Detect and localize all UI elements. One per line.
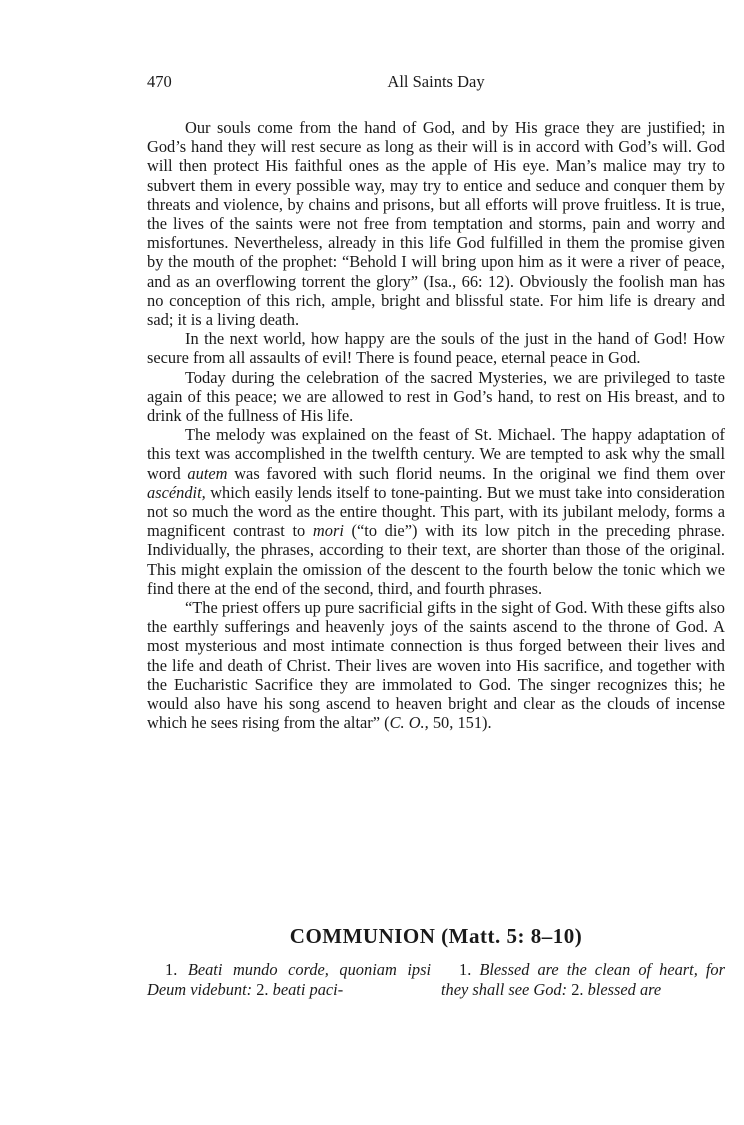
text-run: 1. <box>165 960 188 979</box>
text-run: (“to die”) with its low pitch in the preceding phrase. Individually, the phrases, according to their text, are shorter than those of the original. This might explain the omission of the descent to the fourth below the tonic which we find there at the end of the second, third, and fourth phrases. <box>147 521 725 598</box>
latin-column <box>147 960 431 1000</box>
paragraph <box>147 368 725 426</box>
italic-run: mori <box>312 521 344 541</box>
text-run: The melody was explained on the feast of St. Michael. The happy adaptation of this text was accomplished in the twelfth century. We are tempted to ask why the small word <box>147 425 725 483</box>
italic-run: beati paci- <box>272 980 344 999</box>
text-run: Today during the celebration of the sacred Mysteries, we are privileged to taste again of this peace; we are allowed to rest in God’s hand, to rest on His breast, and to drink of the fullness of His life. <box>147 367 725 426</box>
text-run: 1. <box>459 960 480 979</box>
text-run: 2. <box>567 980 588 999</box>
body-text <box>147 118 725 733</box>
page-number: 470 <box>147 72 172 91</box>
text-run: “The priest offers up pure sacrificial gifts in the sight of God. With these gifts also the earthly sufferings and heavenly joys of the saints ascend to the throne of God. A most mysterious and most intimate connection is thus forged between their lives and the life and death of Christ. Their lives are woven into His sacrifice, and together with the Eucharistic Sacrifice they are immolated to God. The singer recognizes this; he would also have his song ascend to heaven bright and clear as the clouds of incense which he sees rising from the altar” ( <box>147 598 725 733</box>
page-header <box>147 72 725 96</box>
text-run: 2. <box>252 980 273 999</box>
english-text <box>441 960 725 1000</box>
running-title: All Saints Day <box>387 72 485 91</box>
italic-run: Beati mundo corde, quoniam ipsi Deum videbunt: <box>147 960 431 999</box>
english-column <box>441 960 725 1000</box>
italic-run: C. O., <box>389 713 429 733</box>
text-run: 50, 151). <box>428 713 492 733</box>
italic-run: ascéndit, <box>147 482 206 502</box>
text-run: which easily lends itself to tone-painting. But we must take into consideration not so much the word as the entire thought. This part, with its jubilant melody, forms a magnificent contrast to <box>147 482 725 541</box>
section-heading: COMMUNION (Matt. 5: 8–10) <box>289 924 583 948</box>
paragraph <box>147 598 725 732</box>
text-run: Our souls come from the hand of God, and by His grace they are justified; in God’s hand they will rest secure as long as their will is in accord with God’s will. God will then protect His faithful ones as the apple of His eye. Man’s malice may try to subvert them in every possible way, may try to entice and seduce and conquer them by threats and violence, by chains and prisons, but all efforts will prove fruitless. It is true, the lives of the saints were not free from temptation and storms, pain and worry and misfortunes. Nevertheless, already in this life God fulfilled in them the promise given by the mouth of the prophet: “Behold I will bring upon him as it were a river of peace, and as an overflowing torrent the glory” (Isa., 66: 12). Obviously the foolish man has no conception of this rich, ample, bright and blissful state. For him life is dreary and sad; it is a living death. <box>147 118 725 330</box>
italic-run: blessed are <box>587 980 662 999</box>
text-run: In the next world, how happy are the souls of the just in the hand of God! How secure from all assaults of evil! There is found peace, eternal peace in God. <box>147 329 725 368</box>
paragraph <box>147 425 725 598</box>
paragraph <box>147 329 725 367</box>
italic-run: autem <box>187 463 228 483</box>
text-run: was favored with such florid neums. In the original we find them over <box>227 463 725 483</box>
paragraph <box>147 118 725 329</box>
italic-run: Blessed are the clean of heart, for they shall see God: <box>441 960 725 999</box>
latin-text <box>147 960 431 1000</box>
parallel-text <box>147 960 725 1000</box>
